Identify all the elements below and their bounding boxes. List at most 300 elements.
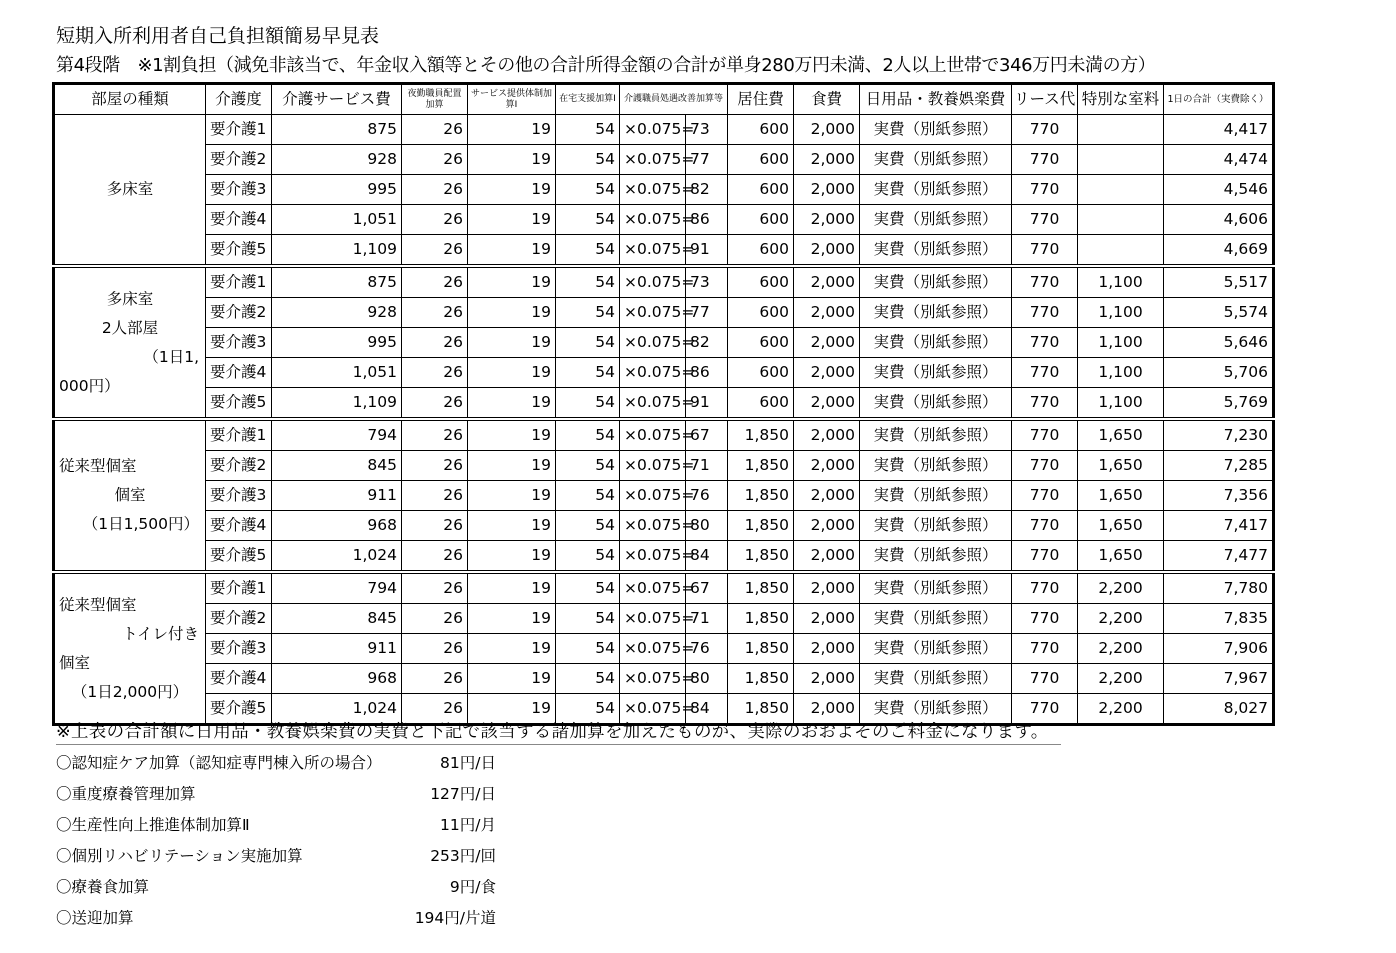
daily-total-cell: 7,967 <box>1164 664 1274 694</box>
night-staff-cell: 26 <box>402 511 468 541</box>
service-fee-cell: 1,109 <box>272 235 402 267</box>
daily-total-cell: 5,517 <box>1164 266 1274 298</box>
care-level-cell: 要介護5 <box>206 694 272 725</box>
service-system-cell: 19 <box>468 235 556 267</box>
housing-cell: 1,850 <box>728 419 794 451</box>
service-fee-cell: 995 <box>272 175 402 205</box>
care-level-cell: 要介護3 <box>206 328 272 358</box>
lease-cell: 770 <box>1012 235 1078 267</box>
night-staff-cell: 26 <box>402 419 468 451</box>
daily-total-cell: 4,417 <box>1164 115 1274 145</box>
meal-cell: 2,000 <box>794 388 860 420</box>
meal-cell: 2,000 <box>794 205 860 235</box>
header-meal: 食費 <box>794 84 860 115</box>
table-row <box>54 235 1274 267</box>
service-system-cell: 19 <box>468 511 556 541</box>
care-level-cell: 要介護2 <box>206 604 272 634</box>
page-subtitle: 第4段階 ※1割負担（減免非該当で、年金収入額等とその他の合計所得金額の合計が単身280万円未満、2人以上世帯で346万円未満の方） <box>56 55 1156 76</box>
night-staff-cell: 26 <box>402 115 468 145</box>
room-type-cell <box>54 115 206 267</box>
special-room-cell <box>1078 145 1164 175</box>
housing-cell: 1,850 <box>728 541 794 573</box>
room-type-line: 従来型個室 <box>59 595 137 614</box>
addition-amount: 127円/日 <box>430 785 496 803</box>
table-row <box>54 115 1274 145</box>
meal-cell: 2,000 <box>794 419 860 451</box>
room-type-line: 多床室 <box>106 180 154 198</box>
lease-cell: 770 <box>1012 694 1078 725</box>
night-staff-cell: 26 <box>402 388 468 420</box>
care-level-cell: 要介護3 <box>206 481 272 511</box>
treatment-cell: 86 <box>686 205 728 235</box>
special-room-cell: 1,650 <box>1078 541 1164 573</box>
night-staff-cell: 26 <box>402 235 468 267</box>
service-fee-cell: 794 <box>272 572 402 604</box>
night-staff-cell: 26 <box>402 298 468 328</box>
home-support-cell: 54 <box>556 235 620 267</box>
multiplier-cell: ×0.075= <box>620 451 686 481</box>
night-staff-cell: 26 <box>402 634 468 664</box>
header-service-system: サービス提供体制加算Ⅰ <box>468 84 556 115</box>
multiplier-cell: ×0.075= <box>620 541 686 573</box>
daily-goods-cell: 実費（別紙参照） <box>860 451 1012 481</box>
daily-goods-cell: 実費（別紙参照） <box>860 358 1012 388</box>
room-type-line: 2人部屋 <box>101 318 159 337</box>
daily-total-cell: 7,477 <box>1164 541 1274 573</box>
service-system-cell: 19 <box>468 572 556 604</box>
room-type-line: （1日1,500円） <box>82 515 199 533</box>
service-system-cell: 19 <box>468 175 556 205</box>
daily-total-cell: 5,769 <box>1164 388 1274 420</box>
home-support-cell: 54 <box>556 604 620 634</box>
special-room-cell <box>1078 175 1164 205</box>
meal-cell: 2,000 <box>794 664 860 694</box>
special-room-cell: 2,200 <box>1078 694 1164 725</box>
lease-cell: 770 <box>1012 481 1078 511</box>
daily-total-cell: 7,356 <box>1164 481 1274 511</box>
daily-goods-cell: 実費（別紙参照） <box>860 175 1012 205</box>
meal-cell: 2,000 <box>794 235 860 267</box>
treatment-cell: 80 <box>686 511 728 541</box>
daily-total-cell: 7,780 <box>1164 572 1274 604</box>
home-support-cell: 54 <box>556 511 620 541</box>
multiplier-cell: ×0.075= <box>620 115 686 145</box>
daily-goods-cell: 実費（別紙参照） <box>860 328 1012 358</box>
home-support-cell: 54 <box>556 266 620 298</box>
multiplier-cell: ×0.075= <box>620 419 686 451</box>
special-room-cell: 2,200 <box>1078 604 1164 634</box>
care-level-cell: 要介護1 <box>206 419 272 451</box>
night-staff-cell: 26 <box>402 145 468 175</box>
home-support-cell: 54 <box>556 451 620 481</box>
table-row <box>54 481 1274 511</box>
daily-total-cell: 4,669 <box>1164 235 1274 267</box>
daily-total-cell: 8,027 <box>1164 694 1274 725</box>
housing-cell: 600 <box>728 145 794 175</box>
multiplier-cell: ×0.075= <box>620 634 686 664</box>
multiplier-cell: ×0.075= <box>620 175 686 205</box>
service-system-cell: 19 <box>468 694 556 725</box>
meal-cell: 2,000 <box>794 358 860 388</box>
service-fee-cell: 995 <box>272 328 402 358</box>
service-system-cell: 19 <box>468 481 556 511</box>
treatment-cell: 71 <box>686 604 728 634</box>
treatment-cell: 76 <box>686 481 728 511</box>
treatment-cell: 76 <box>686 634 728 664</box>
treatment-cell: 84 <box>686 541 728 573</box>
table-row <box>54 145 1274 175</box>
special-room-cell: 2,200 <box>1078 572 1164 604</box>
night-staff-cell: 26 <box>402 451 468 481</box>
special-room-cell <box>1078 205 1164 235</box>
daily-total-cell: 7,835 <box>1164 604 1274 634</box>
daily-goods-cell: 実費（別紙参照） <box>860 694 1012 725</box>
header-housing: 居住費 <box>728 84 794 115</box>
daily-goods-cell: 実費（別紙参照） <box>860 511 1012 541</box>
special-room-cell: 1,100 <box>1078 358 1164 388</box>
home-support-cell: 54 <box>556 358 620 388</box>
lease-cell: 770 <box>1012 298 1078 328</box>
service-fee-cell: 794 <box>272 419 402 451</box>
treatment-cell: 91 <box>686 388 728 420</box>
night-staff-cell: 26 <box>402 205 468 235</box>
housing-cell: 1,850 <box>728 511 794 541</box>
treatment-cell: 77 <box>686 298 728 328</box>
daily-goods-cell: 実費（別紙参照） <box>860 481 1012 511</box>
service-system-cell: 19 <box>468 145 556 175</box>
table-row <box>54 604 1274 634</box>
daily-goods-cell: 実費（別紙参照） <box>860 388 1012 420</box>
service-fee-cell: 1,024 <box>272 694 402 725</box>
housing-cell: 600 <box>728 298 794 328</box>
table-row <box>54 266 1274 298</box>
page-title: 短期入所利用者自己負担額簡易早見表 <box>56 25 380 47</box>
home-support-cell: 54 <box>556 694 620 725</box>
night-staff-cell: 26 <box>402 694 468 725</box>
addition-name: 〇療養食加算 <box>56 878 150 896</box>
lease-cell: 770 <box>1012 205 1078 235</box>
daily-goods-cell: 実費（別紙参照） <box>860 604 1012 634</box>
care-level-cell: 要介護1 <box>206 572 272 604</box>
multiplier-cell: ×0.075= <box>620 145 686 175</box>
daily-goods-cell: 実費（別紙参照） <box>860 205 1012 235</box>
special-room-cell: 1,100 <box>1078 298 1164 328</box>
room-type-line: 従来型個室 <box>59 457 137 475</box>
housing-cell: 600 <box>728 388 794 420</box>
lease-cell: 770 <box>1012 266 1078 298</box>
housing-cell: 600 <box>728 115 794 145</box>
service-fee-cell: 911 <box>272 481 402 511</box>
daily-goods-cell: 実費（別紙参照） <box>860 634 1012 664</box>
multiplier-cell: ×0.075= <box>620 235 686 267</box>
treatment-cell: 82 <box>686 175 728 205</box>
table-row <box>54 358 1274 388</box>
daily-total-cell: 7,417 <box>1164 511 1274 541</box>
care-level-cell: 要介護5 <box>206 235 272 267</box>
room-type-line: 多床室 <box>106 289 154 308</box>
lease-cell: 770 <box>1012 572 1078 604</box>
addition-amount: 253円/回 <box>430 847 496 865</box>
night-staff-cell: 26 <box>402 266 468 298</box>
night-staff-cell: 26 <box>402 358 468 388</box>
daily-total-cell: 5,706 <box>1164 358 1274 388</box>
header-care-level: 介護度 <box>206 84 272 115</box>
care-level-cell: 要介護5 <box>206 541 272 573</box>
care-level-cell: 要介護2 <box>206 451 272 481</box>
lease-cell: 770 <box>1012 358 1078 388</box>
multiplier-cell: ×0.075= <box>620 481 686 511</box>
lease-cell: 770 <box>1012 604 1078 634</box>
lease-cell: 770 <box>1012 145 1078 175</box>
multiplier-cell: ×0.075= <box>620 388 686 420</box>
service-system-cell: 19 <box>468 419 556 451</box>
meal-cell: 2,000 <box>794 634 860 664</box>
home-support-cell: 54 <box>556 481 620 511</box>
special-room-cell: 2,200 <box>1078 634 1164 664</box>
care-level-cell: 要介護5 <box>206 388 272 420</box>
lease-cell: 770 <box>1012 541 1078 573</box>
night-staff-cell: 26 <box>402 572 468 604</box>
room-type-line: 000円） <box>59 376 120 395</box>
daily-total-cell: 5,646 <box>1164 328 1274 358</box>
lease-cell: 770 <box>1012 451 1078 481</box>
service-fee-cell: 845 <box>272 451 402 481</box>
room-type-line: （1日1, <box>143 347 199 366</box>
housing-cell: 1,850 <box>728 451 794 481</box>
daily-total-cell: 5,574 <box>1164 298 1274 328</box>
multiplier-cell: ×0.075= <box>620 266 686 298</box>
night-staff-cell: 26 <box>402 175 468 205</box>
service-fee-cell: 875 <box>272 115 402 145</box>
meal-cell: 2,000 <box>794 266 860 298</box>
service-system-cell: 19 <box>468 541 556 573</box>
home-support-cell: 54 <box>556 328 620 358</box>
room-type-line: （1日2,000円） <box>71 682 189 701</box>
treatment-cell: 91 <box>686 235 728 267</box>
addition-name: 〇個別リハビリテーション実施加算 <box>56 847 303 865</box>
service-system-cell: 19 <box>468 358 556 388</box>
lease-cell: 770 <box>1012 511 1078 541</box>
fee-table <box>52 82 1275 726</box>
header-home-support: 在宅支援加算Ⅰ <box>556 84 620 115</box>
service-fee-cell: 875 <box>272 266 402 298</box>
daily-total-cell: 4,474 <box>1164 145 1274 175</box>
daily-goods-cell: 実費（別紙参照） <box>860 541 1012 573</box>
treatment-cell: 80 <box>686 664 728 694</box>
housing-cell: 1,850 <box>728 481 794 511</box>
home-support-cell: 54 <box>556 541 620 573</box>
header-treatment-improvement: 介護職員処遇改善加算等 <box>620 84 728 115</box>
treatment-cell: 71 <box>686 451 728 481</box>
special-room-cell: 1,650 <box>1078 511 1164 541</box>
footnote: ※上表の合計額に日用品・教養娯楽費の実費と下記で該当する諸加算を加えたものが、実際のおおよそのご料金になります。 <box>56 720 1061 745</box>
multiplier-cell: ×0.075= <box>620 694 686 725</box>
addition-amount: 194円/片道 <box>414 909 496 927</box>
housing-cell: 1,850 <box>728 634 794 664</box>
daily-goods-cell: 実費（別紙参照） <box>860 115 1012 145</box>
housing-cell: 1,850 <box>728 694 794 725</box>
service-fee-cell: 928 <box>272 145 402 175</box>
home-support-cell: 54 <box>556 298 620 328</box>
daily-goods-cell: 実費（別紙参照） <box>860 664 1012 694</box>
service-system-cell: 19 <box>468 664 556 694</box>
special-room-cell: 1,100 <box>1078 266 1164 298</box>
multiplier-cell: ×0.075= <box>620 664 686 694</box>
header-night-staff: 夜勤職員配置加算 <box>402 84 468 115</box>
home-support-cell: 54 <box>556 664 620 694</box>
room-type-cell <box>54 572 206 725</box>
service-system-cell: 19 <box>468 115 556 145</box>
table-row <box>54 388 1274 420</box>
treatment-cell: 73 <box>686 115 728 145</box>
header-special-room: 特別な室料 <box>1078 84 1164 115</box>
header-lease: リース代 <box>1012 84 1078 115</box>
treatment-cell: 67 <box>686 419 728 451</box>
special-room-cell: 2,200 <box>1078 664 1164 694</box>
room-type-line: 個室 <box>114 486 146 504</box>
daily-total-cell: 4,546 <box>1164 175 1274 205</box>
addition-name: 〇重度療養管理加算 <box>56 785 196 803</box>
special-room-cell: 1,100 <box>1078 328 1164 358</box>
daily-goods-cell: 実費（別紙参照） <box>860 145 1012 175</box>
service-fee-cell: 845 <box>272 604 402 634</box>
lease-cell: 770 <box>1012 419 1078 451</box>
table-row <box>54 634 1274 664</box>
night-staff-cell: 26 <box>402 481 468 511</box>
lease-cell: 770 <box>1012 175 1078 205</box>
daily-total-cell: 4,606 <box>1164 205 1274 235</box>
daily-total-cell: 7,230 <box>1164 419 1274 451</box>
care-level-cell: 要介護2 <box>206 298 272 328</box>
housing-cell: 600 <box>728 266 794 298</box>
housing-cell: 1,850 <box>728 664 794 694</box>
table-row <box>54 664 1274 694</box>
housing-cell: 600 <box>728 205 794 235</box>
special-room-cell: 1,650 <box>1078 481 1164 511</box>
room-type-line: 個室 <box>59 653 91 672</box>
meal-cell: 2,000 <box>794 115 860 145</box>
care-level-cell: 要介護3 <box>206 634 272 664</box>
service-fee-cell: 928 <box>272 298 402 328</box>
service-fee-cell: 968 <box>272 511 402 541</box>
lease-cell: 770 <box>1012 664 1078 694</box>
night-staff-cell: 26 <box>402 541 468 573</box>
meal-cell: 2,000 <box>794 511 860 541</box>
service-fee-cell: 911 <box>272 634 402 664</box>
room-group <box>54 419 1274 572</box>
service-system-cell: 19 <box>468 266 556 298</box>
header-daily-goods: 日用品・教養娯楽費 <box>860 84 1012 115</box>
service-system-cell: 19 <box>468 451 556 481</box>
care-level-cell: 要介護4 <box>206 664 272 694</box>
multiplier-cell: ×0.075= <box>620 604 686 634</box>
daily-goods-cell: 実費（別紙参照） <box>860 235 1012 267</box>
service-system-cell: 19 <box>468 388 556 420</box>
lease-cell: 770 <box>1012 634 1078 664</box>
daily-goods-cell: 実費（別紙参照） <box>860 298 1012 328</box>
multiplier-cell: ×0.075= <box>620 572 686 604</box>
lease-cell: 770 <box>1012 328 1078 358</box>
home-support-cell: 54 <box>556 634 620 664</box>
addition-name: 〇生産性向上推進体制加算Ⅱ <box>56 816 250 834</box>
meal-cell: 2,000 <box>794 572 860 604</box>
multiplier-cell: ×0.075= <box>620 328 686 358</box>
home-support-cell: 54 <box>556 572 620 604</box>
service-fee-cell: 1,051 <box>272 205 402 235</box>
table-header <box>54 84 1274 115</box>
meal-cell: 2,000 <box>794 328 860 358</box>
multiplier-cell: ×0.075= <box>620 511 686 541</box>
special-room-cell <box>1078 115 1164 145</box>
meal-cell: 2,000 <box>794 604 860 634</box>
special-room-cell: 1,100 <box>1078 388 1164 420</box>
special-room-cell <box>1078 235 1164 267</box>
home-support-cell: 54 <box>556 115 620 145</box>
meal-cell: 2,000 <box>794 451 860 481</box>
daily-goods-cell: 実費（別紙参照） <box>860 266 1012 298</box>
addition-amount: 9円/食 <box>449 878 496 896</box>
service-system-cell: 19 <box>468 604 556 634</box>
night-staff-cell: 26 <box>402 664 468 694</box>
room-group <box>54 266 1274 419</box>
meal-cell: 2,000 <box>794 175 860 205</box>
service-system-cell: 19 <box>468 205 556 235</box>
room-type-cell <box>54 419 206 572</box>
care-level-cell: 要介護2 <box>206 145 272 175</box>
service-system-cell: 19 <box>468 328 556 358</box>
housing-cell: 1,850 <box>728 572 794 604</box>
treatment-cell: 86 <box>686 358 728 388</box>
housing-cell: 600 <box>728 235 794 267</box>
table-row <box>54 298 1274 328</box>
housing-cell: 600 <box>728 328 794 358</box>
table-row <box>54 205 1274 235</box>
multiplier-cell: ×0.075= <box>620 298 686 328</box>
header-service-fee: 介護サービス費 <box>272 84 402 115</box>
care-level-cell: 要介護4 <box>206 511 272 541</box>
special-room-cell: 1,650 <box>1078 419 1164 451</box>
service-system-cell: 19 <box>468 634 556 664</box>
table-row <box>54 541 1274 573</box>
table-row <box>54 511 1274 541</box>
addition-amount: 11円/月 <box>440 816 496 834</box>
service-fee-cell: 968 <box>272 664 402 694</box>
service-system-cell: 19 <box>468 298 556 328</box>
daily-total-cell: 7,906 <box>1164 634 1274 664</box>
special-room-cell: 1,650 <box>1078 451 1164 481</box>
treatment-cell: 73 <box>686 266 728 298</box>
treatment-cell: 84 <box>686 694 728 725</box>
lease-cell: 770 <box>1012 115 1078 145</box>
table-row <box>54 175 1274 205</box>
service-fee-cell: 1,109 <box>272 388 402 420</box>
care-level-cell: 要介護1 <box>206 115 272 145</box>
meal-cell: 2,000 <box>794 298 860 328</box>
care-level-cell: 要介護4 <box>206 358 272 388</box>
housing-cell: 1,850 <box>728 604 794 634</box>
meal-cell: 2,000 <box>794 694 860 725</box>
room-type-line: トイレ付き <box>122 624 199 643</box>
daily-goods-cell: 実費（別紙参照） <box>860 572 1012 604</box>
treatment-cell: 82 <box>686 328 728 358</box>
addition-name: 〇認知症ケア加算（認知症専門棟入所の場合） <box>56 754 382 772</box>
treatment-cell: 77 <box>686 145 728 175</box>
multiplier-cell: ×0.075= <box>620 205 686 235</box>
addition-amount: 81円/日 <box>440 754 496 772</box>
table-row <box>54 572 1274 604</box>
night-staff-cell: 26 <box>402 328 468 358</box>
table-row <box>54 419 1274 451</box>
